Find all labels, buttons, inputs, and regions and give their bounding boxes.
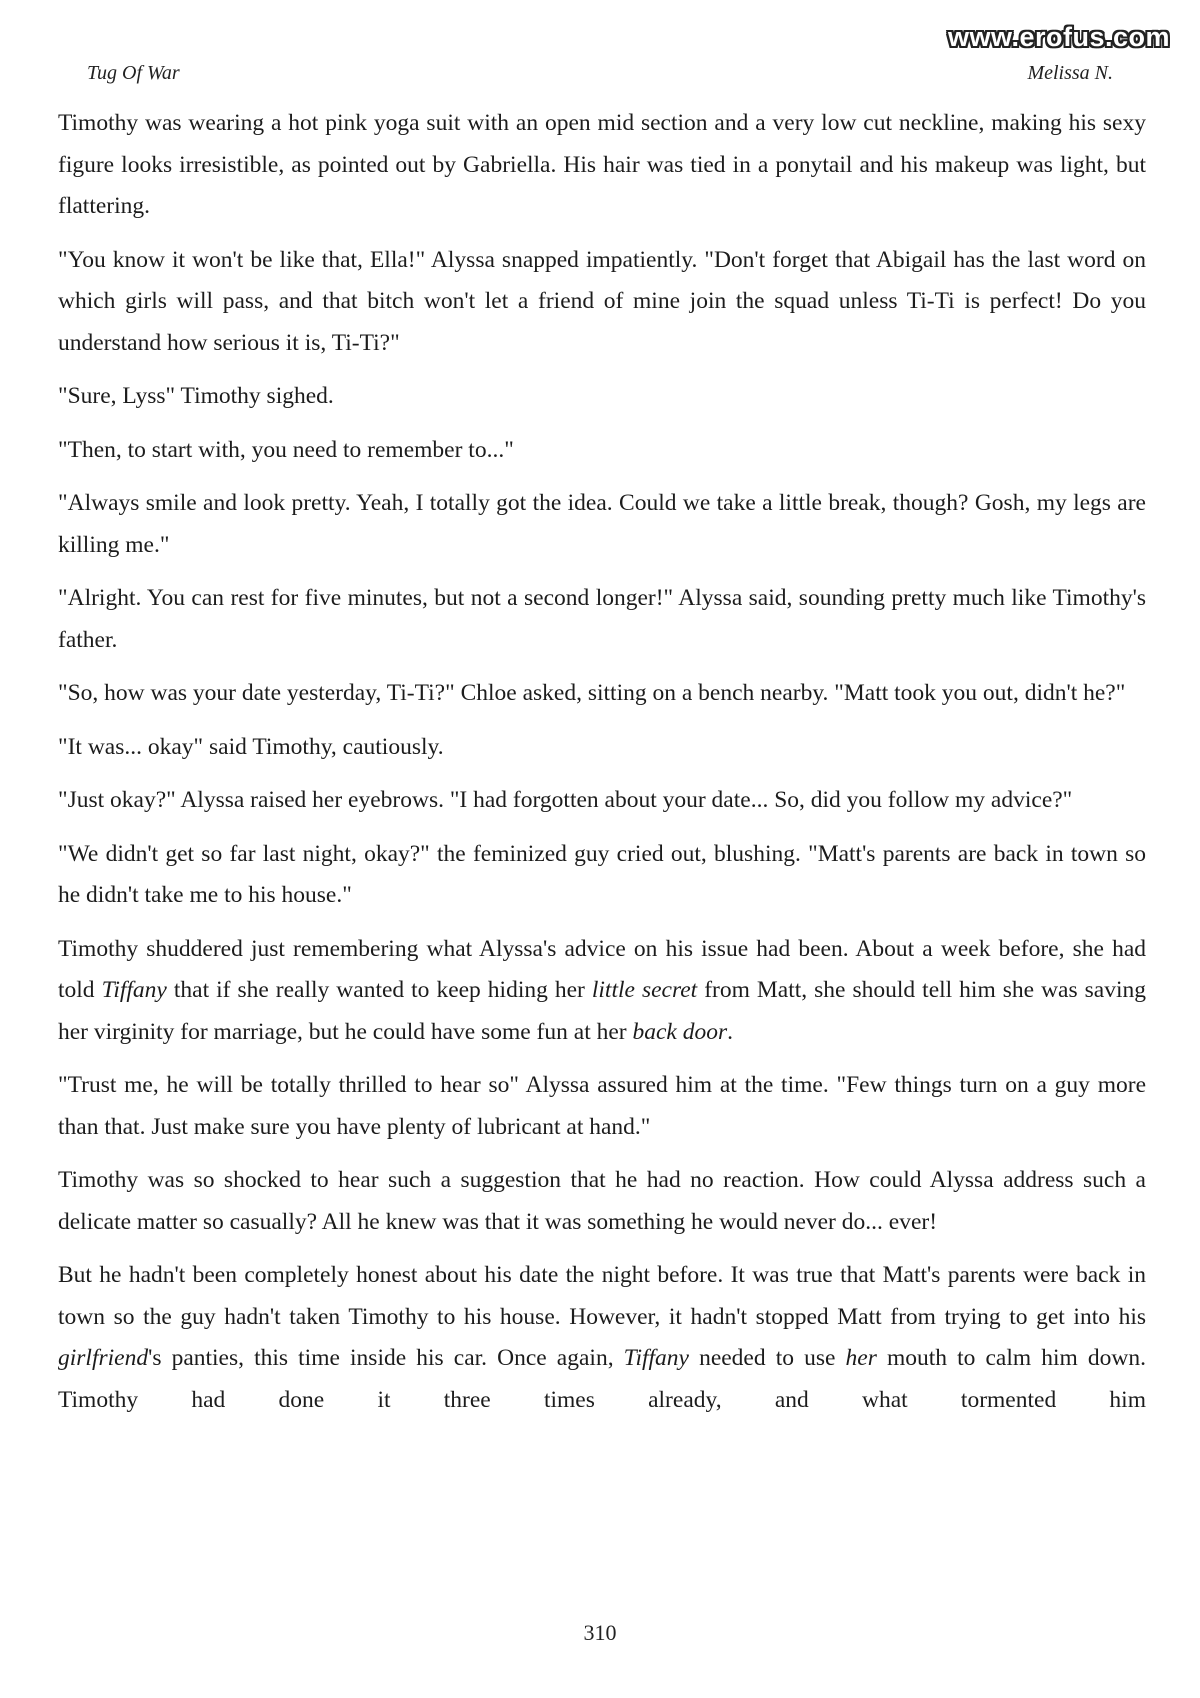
page-number: 310 [583,1620,617,1645]
book-title: Tug Of War [87,62,180,84]
paragraph [58,376,1146,418]
italic-text: back door [632,1018,728,1045]
paragraph [58,483,1146,566]
paragraph [58,578,1146,661]
paragraph [58,834,1146,917]
paragraph-text: needed to use [688,1345,846,1371]
paragraph [58,673,1146,715]
paragraph [58,727,1146,769]
paragraph-text: mouth to calm him down. Timothy had done it three times already, and what tormented him [58,1345,1146,1413]
paragraph-text: "So, how was your date yesterday, Ti-Ti?" Chloe asked, sitting on a bench nearby. "Matt took you out, didn't he?" [58,680,1126,706]
body-text [58,103,1146,1433]
paragraph-text: "Sure, Lyss" Timothy sighed. [58,383,334,409]
paragraph-text: "Then, to start with, you need to remember to..." [58,436,514,463]
paragraph [58,240,1146,365]
italic-text: her [845,1345,877,1371]
italic-text: girlfriend [58,1345,149,1371]
paragraph [58,1065,1146,1148]
paragraph-text: Timothy was so shocked to hear such a suggestion that he had no reaction. How could Alyssa address such a delicate matter so casually? All he knew was that it was something he would never do... ever! [58,1167,1146,1235]
author-name: Melissa N. [1027,62,1113,84]
paragraph [58,1160,1146,1243]
paragraph [58,103,1146,228]
paragraph-text: "Trust me, he will be totally thrilled to hear so" Alyssa assured him at the time. "Few things turn on a guy more than that. Just make sure you have plenty of lubricant at hand." [58,1072,1146,1140]
paragraph-text: that if she really wanted to keep hiding her [166,977,592,1003]
paragraph-text: "We didn't get so far last night, okay?" the feminized guy cried out, blushing. "Matt's parents are back in town so he didn't take me to his house." [58,840,1146,908]
paragraph [58,430,1146,472]
paragraph-text: 's panties, this time inside his car. Once again, [148,1345,624,1371]
paragraph-text: . [727,1018,733,1045]
paragraph [58,1255,1146,1421]
paragraph-text: "Always smile and look pretty. Yeah, I totally got the idea. Could we take a little break, though? Gosh, my legs are killing me." [58,490,1146,558]
paragraph-text: Timothy shuddered just remembering what Alyssa's advice on his issue had been. About a week before, she had told [58,935,1146,1003]
paragraph-text: "It was... okay" said Timothy, cautiously. [58,733,444,760]
paragraph [58,780,1146,822]
italic-text: Tiffany [623,1345,689,1371]
paragraph-text: "You know it won't be like that, Ella!" Alyssa snapped impatiently. "Don't forget that Abigail has the last word on which girls will pass, and that bitch won't let a friend of mine join the squad unless Ti-Ti is perfect! Do you understand how serious it is, Ti-Ti?" [58,246,1146,356]
italic-text: Tiffany [101,977,167,1003]
running-header [87,62,1113,85]
watermark-logo: www.erofus.com [947,22,1170,52]
paragraph-text: "Alright. You can rest for five minutes, but not a second longer!" Alyssa said, sounding pretty much like Timothy's father. [58,585,1146,653]
paragraph-text: Timothy was wearing a hot pink yoga suit with an open mid section and a very low cut neckline, making his sexy figure looks irresistible, as pointed out by Gabriella. His hair was tied in a ponytail and his makeup was light, but flattering. [58,110,1146,219]
paragraph-text: But he hadn't been completely honest about his date the night before. It was true that Matt's parents were back in town so the guy hadn't taken Timothy to his house. However, it hadn't stopped Matt from trying to get into his [58,1262,1146,1330]
paragraph [58,929,1146,1054]
paragraph-text: "Just okay?" Alyssa raised her eyebrows. "I had forgotten about your date... So, did you follow my advice?" [58,787,1073,813]
italic-text: little secret [591,977,698,1003]
paragraph-text: from Matt, she should tell him she was saving her virginity for marriage, but he could have some fun at her [58,977,1146,1045]
